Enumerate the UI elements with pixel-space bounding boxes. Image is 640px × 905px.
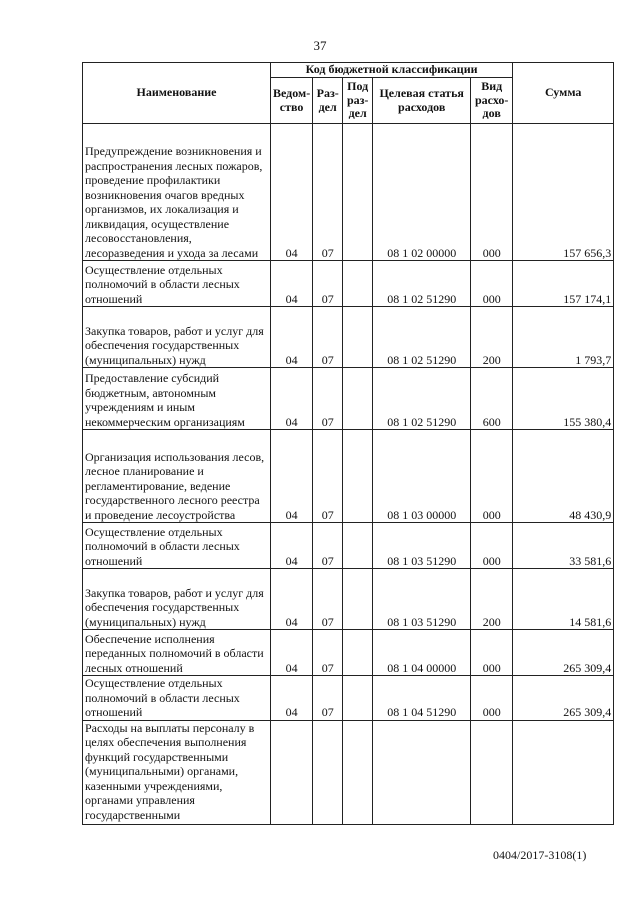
- row-razdel: 07: [313, 261, 343, 307]
- row-target: [373, 720, 471, 824]
- header-razdel: Раз-дел: [313, 78, 343, 124]
- row-name: Предупреждение возникновения и распространения лесных пожаров, проведение профилактики возникновения очагов вредных организмов, их локализация и ликвидация, осуществление лесовосстановления, лесоразведения и ухода за лесами: [83, 124, 271, 261]
- row-vid: 000: [471, 676, 513, 721]
- row-name: Закупка товаров, работ и услуг для обеспечения государственных (муниципальных) нужд: [83, 569, 271, 630]
- row-sum: 155 380,4: [513, 368, 614, 430]
- table-header: [83, 63, 614, 124]
- row-podrazdel: [343, 368, 373, 430]
- row-target: 08 1 04 00000: [373, 630, 471, 676]
- row-sum: 265 309,4: [513, 630, 614, 676]
- row-vedomstvo: 04: [271, 124, 313, 261]
- row-vid: 000: [471, 523, 513, 569]
- row-vid: 200: [471, 569, 513, 630]
- row-razdel: 07: [313, 569, 343, 630]
- row-name: Предоставление субсидий бюджетным, автономным учреждениям и иным некоммерческим организациям: [83, 368, 271, 430]
- document-code: 0404/2017-3108(1): [493, 848, 587, 862]
- row-target: 08 1 03 51290: [373, 569, 471, 630]
- row-podrazdel: [343, 430, 373, 523]
- table-row: [83, 430, 614, 523]
- row-vedomstvo: 04: [271, 368, 313, 430]
- row-podrazdel: [343, 569, 373, 630]
- row-vedomstvo: 04: [271, 630, 313, 676]
- row-vid: 000: [471, 630, 513, 676]
- row-name: Закупка товаров, работ и услуг для обеспечения государственных (муниципальных) нужд: [83, 307, 271, 368]
- row-sum: 265 309,4: [513, 676, 614, 721]
- row-razdel: 07: [313, 630, 343, 676]
- table-body: [83, 124, 614, 825]
- row-razdel: 07: [313, 368, 343, 430]
- row-vedomstvo: 04: [271, 430, 313, 523]
- row-podrazdel: [343, 307, 373, 368]
- header-vid: Вид расхо-дов: [471, 78, 513, 124]
- row-name: Организация использования лесов, лесное планирование и регламентирование, ведение государственного лесного реестра и проведение лесоустройства: [83, 430, 271, 523]
- row-vedomstvo: 04: [271, 523, 313, 569]
- row-vedomstvo: 04: [271, 261, 313, 307]
- table-row: [83, 630, 614, 676]
- table-row: [83, 523, 614, 569]
- row-name: Обеспечение исполнения переданных полномочий в области лесных отношений: [83, 630, 271, 676]
- row-target: 08 1 02 51290: [373, 261, 471, 307]
- row-sum: 157 656,3: [513, 124, 614, 261]
- header-name: Наименование: [83, 63, 271, 124]
- row-sum: 48 430,9: [513, 430, 614, 523]
- table-row: [83, 307, 614, 368]
- row-target: 08 1 02 51290: [373, 307, 471, 368]
- row-razdel: 07: [313, 523, 343, 569]
- table-row: [83, 676, 614, 721]
- row-name: Осуществление отдельных полномочий в области лесных отношений: [83, 261, 271, 307]
- table-row: [83, 720, 614, 824]
- row-vid: 000: [471, 261, 513, 307]
- header-code-group: Код бюджетной классификации: [271, 63, 513, 78]
- row-razdel: 07: [313, 430, 343, 523]
- row-target: 08 1 03 51290: [373, 523, 471, 569]
- row-razdel: 07: [313, 124, 343, 261]
- header-vedomstvo: Ведом-ство: [271, 78, 313, 124]
- row-target: 08 1 02 00000: [373, 124, 471, 261]
- row-razdel: 07: [313, 307, 343, 368]
- page-number: 37: [313, 38, 327, 53]
- row-podrazdel: [343, 124, 373, 261]
- row-vid: 200: [471, 307, 513, 368]
- row-vid: [471, 720, 513, 824]
- row-target: 08 1 02 51290: [373, 368, 471, 430]
- row-vid: 600: [471, 368, 513, 430]
- row-razdel: 07: [313, 676, 343, 721]
- table-row: [83, 368, 614, 430]
- row-podrazdel: [343, 676, 373, 721]
- table-row: [83, 124, 614, 261]
- row-sum: [513, 720, 614, 824]
- row-sum: 33 581,6: [513, 523, 614, 569]
- header-target: Целевая статья расходов: [373, 78, 471, 124]
- row-podrazdel: [343, 630, 373, 676]
- budget-table: [82, 62, 614, 825]
- row-vedomstvo: 04: [271, 307, 313, 368]
- row-name: Осуществление отдельных полномочий в области лесных отношений: [83, 676, 271, 721]
- row-razdel: [313, 720, 343, 824]
- table-row: [83, 261, 614, 307]
- row-podrazdel: [343, 523, 373, 569]
- row-sum: 14 581,6: [513, 569, 614, 630]
- row-podrazdel: [343, 720, 373, 824]
- row-vid: 000: [471, 124, 513, 261]
- row-sum: 1 793,7: [513, 307, 614, 368]
- row-vedomstvo: [271, 720, 313, 824]
- row-target: 08 1 04 51290: [373, 676, 471, 721]
- row-sum: 157 174,1: [513, 261, 614, 307]
- row-vid: 000: [471, 430, 513, 523]
- row-vedomstvo: 04: [271, 676, 313, 721]
- row-vedomstvo: 04: [271, 569, 313, 630]
- table-row: [83, 569, 614, 630]
- header-podrazdel: Под раз-дел: [343, 78, 373, 124]
- row-target: 08 1 03 00000: [373, 430, 471, 523]
- header-sum: Сумма: [513, 63, 614, 124]
- row-podrazdel: [343, 261, 373, 307]
- row-name: Осуществление отдельных полномочий в области лесных отношений: [83, 523, 271, 569]
- row-name: Расходы на выплаты персоналу в целях обеспечения выполнения функций государственными (муниципальными) органами, казенными учреждениями, органами управления государственными: [83, 720, 271, 824]
